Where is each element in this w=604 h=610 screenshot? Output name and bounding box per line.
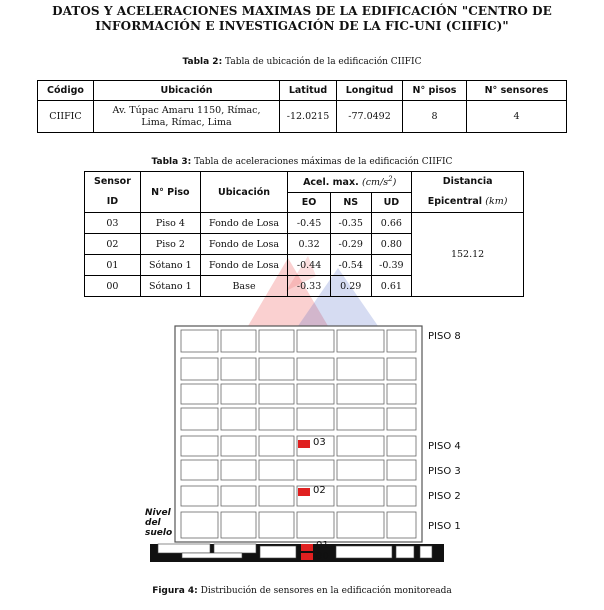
header-ns: NS xyxy=(330,192,371,213)
cell-ubicacion-line2: Lima, Rímac, Lima xyxy=(141,116,232,128)
cell-piso: Sótano 1 xyxy=(140,276,200,297)
floor-panel xyxy=(387,408,416,430)
floor-panel xyxy=(387,486,416,506)
header-epicentral xyxy=(415,192,520,212)
floor-panel xyxy=(181,408,218,430)
table-ubicacion xyxy=(37,80,567,133)
header-distancia xyxy=(412,172,524,213)
acel-unit-sup: 2 xyxy=(388,175,393,184)
floor-panel xyxy=(221,330,256,352)
sensor-label-02: 02 xyxy=(313,485,326,496)
floor-panel xyxy=(181,512,218,538)
header-acel-unit xyxy=(362,177,396,188)
floor-panel xyxy=(337,384,384,404)
cell-ud: -0.39 xyxy=(371,255,412,276)
floor-panel xyxy=(259,436,294,456)
basement-room xyxy=(182,553,242,558)
acel-unit-close: ) xyxy=(392,177,397,189)
header-pisos: N° pisos xyxy=(403,81,467,101)
table-row xyxy=(38,101,567,133)
floor-panel xyxy=(259,460,294,480)
floor-panel xyxy=(297,358,334,380)
floor-panel xyxy=(337,408,384,430)
floor-panel xyxy=(181,384,218,404)
floor-panel xyxy=(221,358,256,380)
cell-ubicacion: Fondo de Losa xyxy=(200,234,287,255)
floor-panel xyxy=(181,330,218,352)
cell-ns: -0.29 xyxy=(330,234,371,255)
floor-panel xyxy=(259,512,294,538)
table-aceleraciones xyxy=(84,171,524,297)
floor-panel xyxy=(221,486,256,506)
header-piso: N° Piso xyxy=(140,172,200,213)
floor-label-piso8: PISO 8 xyxy=(428,331,461,342)
header-longitud: Longitud xyxy=(337,81,403,101)
table-header-row-1 xyxy=(85,172,524,193)
table3-caption-label: Tabla 3: xyxy=(151,157,192,167)
header-epicentral-label: Epicentral xyxy=(427,196,482,207)
floor-panel xyxy=(387,384,416,404)
floor-panel xyxy=(337,512,384,538)
ground-label-line1: Nivel xyxy=(145,508,171,518)
cell-piso: Piso 4 xyxy=(140,213,200,234)
table3-caption xyxy=(0,157,604,168)
floor-panel xyxy=(297,460,334,480)
table2-caption xyxy=(0,57,604,68)
floor-label-piso4: PISO 4 xyxy=(428,441,461,452)
cell-longitud: -77.0492 xyxy=(337,101,403,133)
floor-panel xyxy=(297,330,334,352)
sensor-label-01: 01 xyxy=(316,540,329,551)
floor-panel xyxy=(337,358,384,380)
cell-eo: -0.45 xyxy=(288,213,331,234)
header-epicentral-unit: (km) xyxy=(485,196,508,207)
cell-id: 03 xyxy=(85,213,141,234)
table-header-row xyxy=(38,81,567,101)
floor-panel xyxy=(259,330,294,352)
cell-ubicacion: Fondo de Losa xyxy=(200,255,287,276)
floor-panel xyxy=(337,436,384,456)
header-id: ID xyxy=(106,196,119,207)
basement-room xyxy=(336,546,392,558)
header-latitud: Latitud xyxy=(280,81,337,101)
cell-ns: -0.35 xyxy=(330,213,371,234)
header-sensor: Sensor xyxy=(93,176,131,187)
acel-unit-base: (cm/s xyxy=(362,177,389,189)
cell-latitud: -12.0215 xyxy=(280,101,337,133)
figure-caption-text: Distribución de sensores en la edificación monitoreada xyxy=(200,586,452,596)
figure-caption-label: Figura 4: xyxy=(152,586,198,596)
ground-level-label xyxy=(145,508,172,538)
floor-label-piso3: PISO 3 xyxy=(428,466,461,477)
header-codigo: Código xyxy=(38,81,94,101)
cell-eo: -0.33 xyxy=(288,276,331,297)
header-distancia-label: Distancia xyxy=(442,176,493,187)
floor-panel xyxy=(387,436,416,456)
sensor-label-03: 03 xyxy=(313,437,326,448)
cell-ubicacion xyxy=(94,101,280,133)
floor-panel xyxy=(337,486,384,506)
header-ubicacion: Ubicación xyxy=(94,81,280,101)
header-sensor-id xyxy=(85,172,141,213)
figure-caption xyxy=(0,586,604,597)
building-figure xyxy=(0,300,604,590)
basement-room xyxy=(158,544,210,553)
cell-eo: 0.32 xyxy=(288,234,331,255)
cell-ubicacion-line1: Av. Túpac Amaru 1150, Rímac, xyxy=(112,104,261,116)
title-line-2: INFORMACIÓN E INVESTIGACIÓN DE LA FIC-UNI (CIIFIC)" xyxy=(95,19,509,33)
floor-panel xyxy=(259,486,294,506)
sensor-00-marker xyxy=(301,553,313,560)
table2-caption-text: Tabla de ubicación de la edificación CIIFIC xyxy=(225,57,422,67)
cell-codigo: CIIFIC xyxy=(38,101,94,133)
basement-room xyxy=(420,546,432,558)
cell-distancia: 152.12 xyxy=(412,213,524,297)
basement-room xyxy=(396,546,414,558)
floor-panel xyxy=(221,408,256,430)
title-line-1: DATOS Y ACELERACIONES MAXIMAS DE LA EDIFICACIÓN "CENTRO DE xyxy=(52,4,552,18)
cell-ns: 0.29 xyxy=(330,276,371,297)
basement-room xyxy=(214,544,256,553)
header-acel xyxy=(288,172,412,193)
floor-panel xyxy=(221,460,256,480)
cell-ubicacion: Base xyxy=(200,276,287,297)
ground-label-line2: del xyxy=(145,518,161,528)
cell-eo: -0.44 xyxy=(288,255,331,276)
floor-panel xyxy=(181,460,218,480)
floor-panel xyxy=(337,460,384,480)
floor-panel xyxy=(387,330,416,352)
floor-panel xyxy=(387,358,416,380)
floor-panel xyxy=(297,408,334,430)
cell-sensores: 4 xyxy=(467,101,567,133)
cell-id: 02 xyxy=(85,234,141,255)
header-ubicacion: Ubicación xyxy=(200,172,287,213)
floor-panel xyxy=(259,384,294,404)
floor-panel xyxy=(337,330,384,352)
floor-panel xyxy=(221,512,256,538)
sensor-02-marker xyxy=(298,488,310,496)
floor-panel xyxy=(297,384,334,404)
floor-panel xyxy=(387,460,416,480)
basement-room xyxy=(260,546,296,558)
floor-label-piso2: PISO 2 xyxy=(428,491,461,502)
floor-panel xyxy=(387,512,416,538)
floor-panel xyxy=(297,512,334,538)
cell-pisos: 8 xyxy=(403,101,467,133)
floor-label-piso1: PISO 1 xyxy=(428,521,461,532)
sensor-03-marker xyxy=(298,440,310,448)
cell-ud: 0.80 xyxy=(371,234,412,255)
table2-caption-label: Tabla 2: xyxy=(182,57,223,67)
floor-panel xyxy=(181,358,218,380)
floor-panel xyxy=(259,358,294,380)
cell-id: 01 xyxy=(85,255,141,276)
header-sensores: N° sensores xyxy=(467,81,567,101)
building-drawing xyxy=(0,300,604,580)
ground-label-line3: suelo xyxy=(145,528,173,538)
cell-ud: 0.61 xyxy=(371,276,412,297)
document-title xyxy=(0,4,604,34)
header-ud: UD xyxy=(371,192,412,213)
header-acel-label: Acel. max. xyxy=(303,177,359,189)
floor-panel xyxy=(259,408,294,430)
cell-ns: -0.54 xyxy=(330,255,371,276)
sensor-01-marker xyxy=(301,544,313,551)
cell-ubicacion: Fondo de Losa xyxy=(200,213,287,234)
cell-id: 00 xyxy=(85,276,141,297)
floor-panel xyxy=(181,486,218,506)
floor-panel xyxy=(221,384,256,404)
sensor-label-00: 00 xyxy=(316,551,329,562)
cell-piso: Sótano 1 xyxy=(140,255,200,276)
table3-caption-text: Tabla de aceleraciones máximas de la edificación CIIFIC xyxy=(194,157,453,167)
floor-panel xyxy=(221,436,256,456)
header-eo: EO xyxy=(288,192,331,213)
cell-ud: 0.66 xyxy=(371,213,412,234)
floor-panel xyxy=(181,436,218,456)
table-row xyxy=(85,213,524,234)
basement-rooms xyxy=(158,544,432,558)
cell-piso: Piso 2 xyxy=(140,234,200,255)
